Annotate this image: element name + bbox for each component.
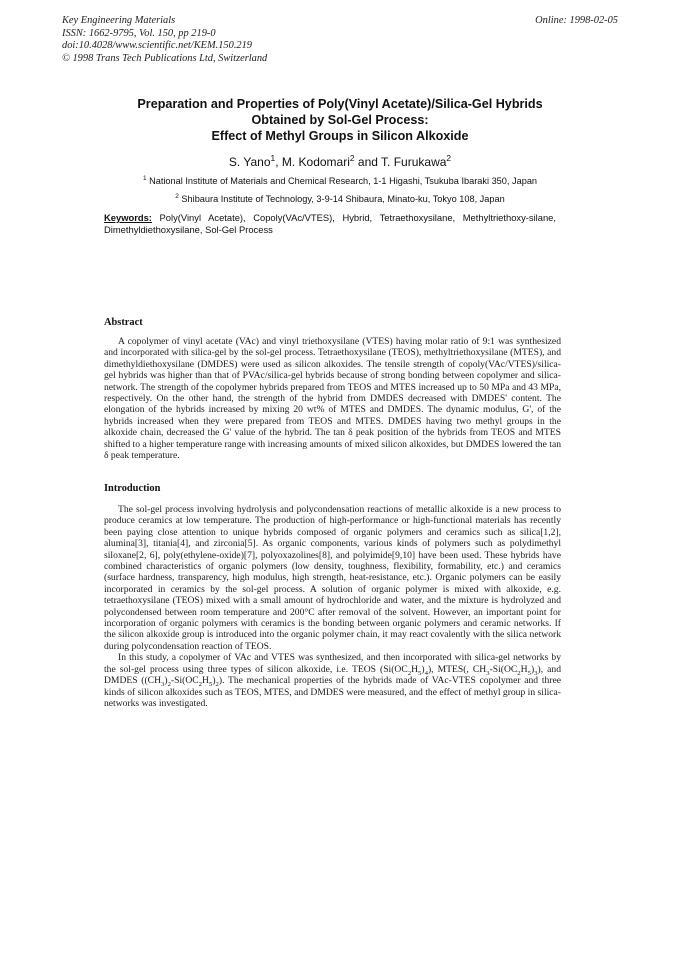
affiliation-1-mark: 1 [142,174,147,182]
affiliation-1-text: National Institute of Materials and Chemical Research, 1-1 Higashi, Tsukuba Ibaraki 350, Japan [146,176,538,186]
issn-line: ISSN: 1662-9795, Vol. 150, pp 219-0 [62,27,216,39]
affiliation-2-mark: 2 [175,192,179,200]
author-2: M. Kodomari [281,155,350,169]
introduction-heading: Introduction [104,483,161,494]
p2-text: ) [212,675,216,687]
keywords-label: Keywords: [104,212,152,223]
introduction-paragraph-2 [104,652,561,709]
author-list [90,154,590,170]
p2-text: H [520,663,528,675]
keywords-text: Poly(Vinyl Acetate), Copoly(VAc/VTES), Hybrid, Tetraethoxysilane, Methyltriethoxy-silane, Dimethyldiethoxysilane, Sol-Gel Process [104,212,556,236]
p2-text: ), MTES(, CH [427,663,487,675]
author-separator: , [275,155,282,169]
keywords [104,212,556,237]
p2-text: -Si(OC [170,675,199,687]
p2-text: H [202,675,209,687]
paper-title [90,96,590,144]
subscript: 3 [534,669,538,677]
subscript: 2 [517,669,521,677]
affiliation-1 [90,172,590,190]
doi-line[interactable]: doi:10.4028/www.scientific.net/KEM.150.219 [62,40,252,52]
abstract-body [104,336,561,461]
journal-name: Key Engineering Materials [62,15,176,26]
p2-text: ) [530,663,535,675]
p2-text: ) [164,675,168,687]
subscript: 2 [167,681,171,688]
subscript: 2 [198,681,203,688]
p2-text: H [411,663,419,675]
subscript: 2 [215,681,219,688]
subscript: 3 [486,669,490,677]
author-3: T. Furukawa [381,155,447,169]
p2-text: ). The mechanical properties of the hybrids made of VAc-VTES copolymer and three kinds of silicon alkoxides such as TEOS, MTES, and DMDES were measured, and the effect of methyl group in silica-networks was investigated. [104,675,561,709]
author-separator: and [354,155,382,169]
p2-text: -Si(OC [489,663,518,675]
title-line-3: Effect of Methyl Groups in Silicon Alkoxide [211,129,469,143]
subscript: 2 [407,669,412,677]
subscript: 4 [424,669,428,677]
subscript: 3 [161,681,165,688]
subscript: 5 [418,669,422,677]
subscript: 5 [527,669,531,677]
affiliation-2-text: Shibaura Institute of Technology, 3-9-14 Shibaura, Minato-ku, Tokyo 108, Japan [178,194,505,204]
introduction-paragraph-1: The sol-gel process involving hydrolysis and polycondensation reactions of metallic alkoxide is a new process to produce ceramics at low temperature. The production of high-performance or high-functional materials has recently been paying close attention to unique hybrids composed of organic polymers and ceramics such as silica[1,2], alumina[3], titania[4], and zirconia[5]. As organic components, various kinds of polymers such as polydimethyl siloxane[2, 6], poly(ethylene-oxide)[7], polyoxazolines[8], and polyimide[9,10] have been used. These hybrids have combined characteristics of organic polymers (low density, toughness, flexibility, formability, etc.) and ceramics (surface hardness, transparency, high modulus, high strength, heat-resistance, etc.). Organic polymers can be easily incorporated in ceramics by the sol-gel process. A solution of organic polymer is mixed with alkoxide, e.g. tetraethoxysilane (TEOS) mixed with a small amount of hydrochloride and water, and the mixture is hydrolyzed and polycondensed between room temperature and 200°C after removal of the solvent. However, an important point for incorporation of organic polymers with ceramics is the bonding between organic polymers and ceramic networks. If the silicon alkoxide group is introduced into the organic polymer chain, it may react covalently with the silica network during polycondensation reaction of TEOS. [104,504,561,652]
p2-text: ) [421,663,425,675]
p2-text: ), and DMDES ((CH [104,663,562,687]
subscript: 5 [208,681,213,688]
journal-header [62,15,618,65]
abstract-paragraph: A copolymer of vinyl acetate (VAc) and vinyl triethoxysilane (VTES) having molar ratio of 9:1 was synthesized and incorporated with silica-gel by the sol-gel process. Tetraethoxysilane (TEOS), methyltriethoxysilane (MTES), and dimethyldiethoxysilane (DMDES) were used as silicon alkoxides. The tensile strength of copoly(VAc/VTES)/silica-gel hybrids was higher than that of PVAc/silica-gel hybrids because of strong bonding between copolymer and silica-network. The strength of the copolymer hybrids prepared from TEOS and MTES increased up to 50 MPa and 43 MPa, respectively. On the other hand, the strength of the hybrid from DMDES decreased with DMDES' content. The elongation of the hybrids increased by mixing 20 wt% of MTES and DMDES. The dynamic modulus, G', of the hybrids increased when they were prepared from TEOS and MTES. DMDES having two methyl groups in the alkoxide chain, decreased the G' value of the hybrid. The tan δ peak position of the hybrids from TEOS and MTES shifted to a higher temperature range with increasing amounts of mixed silicon alkoxides, but DMDES lowered the tan δ peak temperature. [104,336,561,462]
online-date: Online: 1998-02-05 [535,15,618,26]
author-2-affiliation-mark: 2 [349,153,355,163]
introduction-body [104,504,561,709]
title-line-1: Preparation and Properties of Poly(Vinyl Acetate)/Silica-Gel Hybrids [137,97,543,111]
abstract-heading: Abstract [104,317,143,328]
title-line-2: Obtained by Sol-Gel Process: [251,113,429,127]
affiliations [90,172,590,208]
author-1: S. Yano [228,155,271,169]
author-1-affiliation-mark: 1 [270,153,276,163]
author-3-affiliation-mark: 2 [446,153,452,163]
p2-text: In this study, a copolymer of VAc and VTES was synthesized, and then incorporated with silica-gel networks by the sol-gel process using three types of silicon alkoxide, i.e. TEOS (Si(OC [104,652,561,675]
affiliation-2 [90,190,590,208]
copyright-line: © 1998 Trans Tech Publications Ltd, Switzerland [62,52,268,64]
